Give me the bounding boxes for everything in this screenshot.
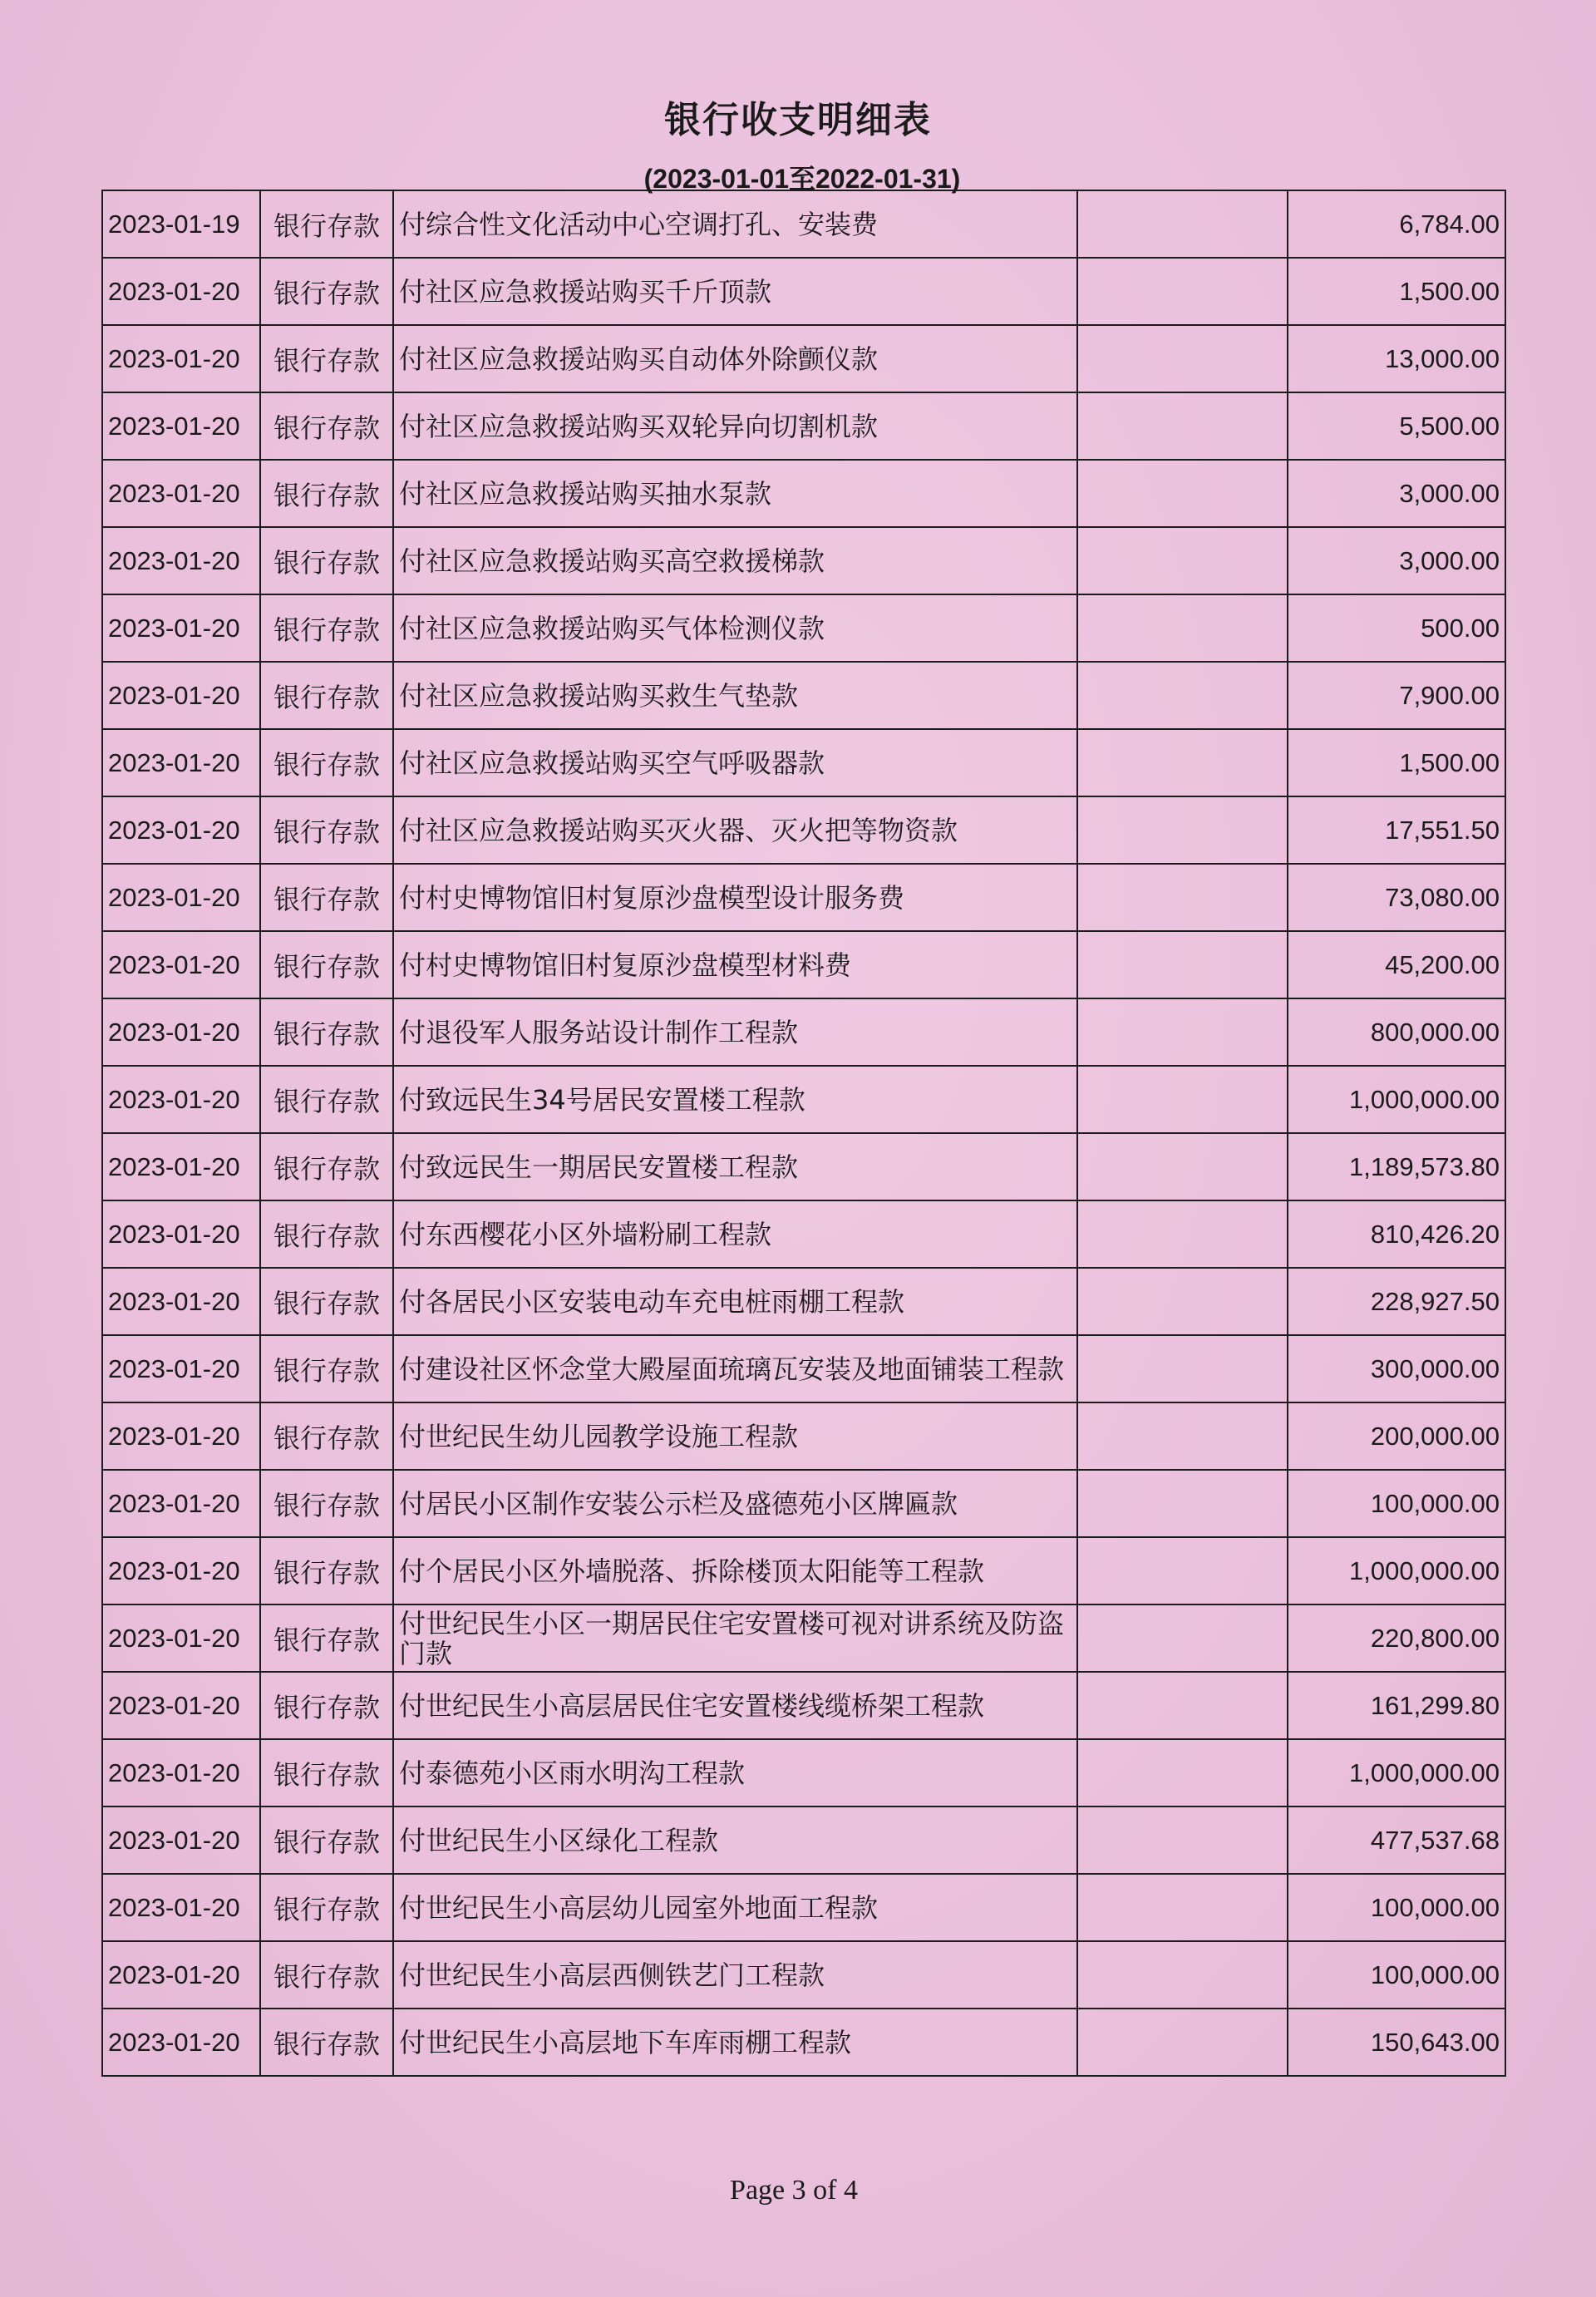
row-date: 2023-01-20 [102, 1739, 260, 1807]
row-description: 付世纪民生小区绿化工程款 [393, 1807, 1077, 1874]
row-empty-cell [1077, 392, 1288, 460]
table-row [102, 258, 1505, 325]
row-amount: 45,200.00 [1288, 931, 1505, 998]
document-title: 银行收支明细表 [664, 99, 932, 141]
row-description: 付个居民小区外墙脱落、拆除楼顶太阳能等工程款 [393, 1537, 1077, 1604]
row-account: 银行存款 [260, 1807, 393, 1874]
table-row [102, 325, 1505, 392]
row-empty-cell [1077, 527, 1288, 594]
row-date: 2023-01-20 [102, 1807, 260, 1874]
row-description: 付居民小区制作安装公示栏及盛德苑小区牌匾款 [393, 1470, 1077, 1537]
row-empty-cell [1077, 1537, 1288, 1604]
row-date: 2023-01-20 [102, 864, 260, 931]
ledger-body [102, 190, 1505, 2076]
table-row [102, 1066, 1505, 1133]
row-description: 付世纪民生小高层幼儿园室外地面工程款 [393, 1874, 1077, 1941]
row-description: 付社区应急救援站购买千斤顶款 [393, 258, 1077, 325]
row-description: 付社区应急救援站购买空气呼吸器款 [393, 729, 1077, 796]
row-amount: 100,000.00 [1288, 1470, 1505, 1537]
row-date: 2023-01-20 [102, 796, 260, 864]
row-amount: 100,000.00 [1288, 1941, 1505, 2009]
row-amount: 13,000.00 [1288, 325, 1505, 392]
table-row [102, 1335, 1505, 1402]
table-row [102, 729, 1505, 796]
row-account: 银行存款 [260, 1470, 393, 1537]
table-row [102, 998, 1505, 1066]
table-row [102, 1739, 1505, 1807]
row-account: 银行存款 [260, 1402, 393, 1470]
row-account: 银行存款 [260, 1066, 393, 1133]
row-account: 银行存款 [260, 1537, 393, 1604]
table-row [102, 1268, 1505, 1335]
row-account: 银行存款 [260, 190, 393, 258]
row-date: 2023-01-20 [102, 1268, 260, 1335]
row-account: 银行存款 [260, 2009, 393, 2076]
row-empty-cell [1077, 460, 1288, 527]
table-row [102, 1133, 1505, 1200]
row-description: 付村史博物馆旧村复原沙盘模型材料费 [393, 931, 1077, 998]
row-account: 银行存款 [260, 1874, 393, 1941]
row-description: 付世纪民生小高层居民住宅安置楼线缆桥架工程款 [393, 1672, 1077, 1739]
row-account: 银行存款 [260, 1133, 393, 1200]
table-row [102, 2009, 1505, 2076]
row-date: 2023-01-20 [102, 258, 260, 325]
row-account: 银行存款 [260, 1941, 393, 2009]
row-account: 银行存款 [260, 325, 393, 392]
row-description: 付社区应急救援站购买灭火器、灭火把等物资款 [393, 796, 1077, 864]
row-date: 2023-01-20 [102, 594, 260, 662]
row-empty-cell [1077, 1941, 1288, 2009]
row-date: 2023-01-20 [102, 1133, 260, 1200]
row-date: 2023-01-20 [102, 1537, 260, 1604]
row-account: 银行存款 [260, 392, 393, 460]
table-row [102, 1604, 1505, 1672]
row-account: 银行存款 [260, 1604, 393, 1672]
row-empty-cell [1077, 1874, 1288, 1941]
row-description: 付东西樱花小区外墙粉刷工程款 [393, 1200, 1077, 1268]
table-row [102, 594, 1505, 662]
row-description: 付世纪民生小高层地下车库雨棚工程款 [393, 2009, 1077, 2076]
table-row [102, 1402, 1505, 1470]
row-account: 银行存款 [260, 258, 393, 325]
row-description: 付综合性文化活动中心空调打孔、安装费 [393, 190, 1077, 258]
row-account: 银行存款 [260, 662, 393, 729]
row-description: 付社区应急救援站购买抽水泵款 [393, 460, 1077, 527]
row-empty-cell [1077, 1672, 1288, 1739]
row-date: 2023-01-19 [102, 190, 260, 258]
table-row [102, 1470, 1505, 1537]
row-description: 付致远民生34号居民安置楼工程款 [393, 1066, 1077, 1133]
table-row [102, 796, 1505, 864]
document-period: (2023-01-01至2022-01-31) [643, 164, 961, 194]
row-amount: 17,551.50 [1288, 796, 1505, 864]
table-row [102, 190, 1505, 258]
table-row [102, 392, 1505, 460]
row-account: 银行存款 [260, 864, 393, 931]
row-amount: 3,000.00 [1288, 527, 1505, 594]
row-description: 付村史博物馆旧村复原沙盘模型设计服务费 [393, 864, 1077, 931]
row-date: 2023-01-20 [102, 460, 260, 527]
row-description: 付社区应急救援站购买救生气垫款 [393, 662, 1077, 729]
row-account: 银行存款 [260, 594, 393, 662]
row-empty-cell [1077, 729, 1288, 796]
row-amount: 228,927.50 [1288, 1268, 1505, 1335]
table-row [102, 1537, 1505, 1604]
row-amount: 7,900.00 [1288, 662, 1505, 729]
row-account: 银行存款 [260, 527, 393, 594]
row-date: 2023-01-20 [102, 2009, 260, 2076]
row-account: 银行存款 [260, 796, 393, 864]
row-description: 付各居民小区安装电动车充电桩雨棚工程款 [393, 1268, 1077, 1335]
row-account: 银行存款 [260, 729, 393, 796]
row-date: 2023-01-20 [102, 1470, 260, 1537]
row-empty-cell [1077, 931, 1288, 998]
row-empty-cell [1077, 1335, 1288, 1402]
row-empty-cell [1077, 258, 1288, 325]
row-amount: 161,299.80 [1288, 1672, 1505, 1739]
row-date: 2023-01-20 [102, 1604, 260, 1672]
row-amount: 5,500.00 [1288, 392, 1505, 460]
row-description: 付退役军人服务站设计制作工程款 [393, 998, 1077, 1066]
table-row [102, 931, 1505, 998]
row-amount: 1,000,000.00 [1288, 1066, 1505, 1133]
row-account: 银行存款 [260, 931, 393, 998]
row-date: 2023-01-20 [102, 1874, 260, 1941]
row-amount: 220,800.00 [1288, 1604, 1505, 1672]
row-amount: 1,189,573.80 [1288, 1133, 1505, 1200]
row-empty-cell [1077, 1200, 1288, 1268]
row-date: 2023-01-20 [102, 662, 260, 729]
row-description: 付世纪民生小区一期居民住宅安置楼可视对讲系统及防盗门款 [393, 1604, 1077, 1672]
ledger-table [101, 190, 1506, 2077]
row-amount: 3,000.00 [1288, 460, 1505, 527]
row-account: 银行存款 [260, 998, 393, 1066]
table-row [102, 1941, 1505, 2009]
row-date: 2023-01-20 [102, 527, 260, 594]
row-date: 2023-01-20 [102, 998, 260, 1066]
row-description: 付社区应急救援站购买高空救援梯款 [393, 527, 1077, 594]
row-amount: 1,500.00 [1288, 258, 1505, 325]
table-row [102, 1200, 1505, 1268]
row-amount: 1,500.00 [1288, 729, 1505, 796]
row-description: 付世纪民生幼儿园教学设施工程款 [393, 1402, 1077, 1470]
row-empty-cell [1077, 1739, 1288, 1807]
table-row [102, 1807, 1505, 1874]
row-date: 2023-01-20 [102, 931, 260, 998]
row-account: 银行存款 [260, 1200, 393, 1268]
row-description: 付泰德苑小区雨水明沟工程款 [393, 1739, 1077, 1807]
row-description: 付建设社区怀念堂大殿屋面琉璃瓦安装及地面铺装工程款 [393, 1335, 1077, 1402]
row-date: 2023-01-20 [102, 729, 260, 796]
row-date: 2023-01-20 [102, 1672, 260, 1739]
row-account: 银行存款 [260, 1739, 393, 1807]
row-empty-cell [1077, 594, 1288, 662]
row-empty-cell [1077, 1470, 1288, 1537]
row-amount: 200,000.00 [1288, 1402, 1505, 1470]
row-empty-cell [1077, 1402, 1288, 1470]
row-amount: 73,080.00 [1288, 864, 1505, 931]
table-row [102, 1672, 1505, 1739]
row-empty-cell [1077, 998, 1288, 1066]
row-empty-cell [1077, 864, 1288, 931]
row-date: 2023-01-20 [102, 1335, 260, 1402]
row-empty-cell [1077, 1133, 1288, 1200]
row-date: 2023-01-20 [102, 392, 260, 460]
row-amount: 300,000.00 [1288, 1335, 1505, 1402]
row-date: 2023-01-20 [102, 1200, 260, 1268]
row-empty-cell [1077, 662, 1288, 729]
row-account: 银行存款 [260, 1672, 393, 1739]
table-row [102, 864, 1505, 931]
row-amount: 500.00 [1288, 594, 1505, 662]
row-amount: 100,000.00 [1288, 1874, 1505, 1941]
table-row [102, 527, 1505, 594]
row-amount: 800,000.00 [1288, 998, 1505, 1066]
row-amount: 1,000,000.00 [1288, 1537, 1505, 1604]
row-description: 付社区应急救援站购买气体检测仪款 [393, 594, 1077, 662]
row-empty-cell [1077, 2009, 1288, 2076]
row-description: 付致远民生一期居民安置楼工程款 [393, 1133, 1077, 1200]
row-empty-cell [1077, 1268, 1288, 1335]
table-row [102, 1874, 1505, 1941]
row-empty-cell [1077, 1807, 1288, 1874]
row-empty-cell [1077, 1604, 1288, 1672]
row-description: 付世纪民生小高层西侧铁艺门工程款 [393, 1941, 1077, 2009]
row-amount: 6,784.00 [1288, 190, 1505, 258]
row-empty-cell [1077, 796, 1288, 864]
table-row [102, 460, 1505, 527]
row-account: 银行存款 [260, 1268, 393, 1335]
row-amount: 150,643.00 [1288, 2009, 1505, 2076]
row-date: 2023-01-20 [102, 1941, 260, 2009]
row-account: 银行存款 [260, 460, 393, 527]
row-description: 付社区应急救援站购买双轮异向切割机款 [393, 392, 1077, 460]
row-account: 银行存款 [260, 1335, 393, 1402]
table-row [102, 662, 1505, 729]
row-date: 2023-01-20 [102, 325, 260, 392]
row-empty-cell [1077, 190, 1288, 258]
row-empty-cell [1077, 325, 1288, 392]
row-date: 2023-01-20 [102, 1402, 260, 1470]
row-date: 2023-01-20 [102, 1066, 260, 1133]
row-amount: 1,000,000.00 [1288, 1739, 1505, 1807]
page-number: Page 3 of 4 [730, 2175, 858, 2206]
row-description: 付社区应急救援站购买自动体外除颤仪款 [393, 325, 1077, 392]
row-amount: 477,537.68 [1288, 1807, 1505, 1874]
row-empty-cell [1077, 1066, 1288, 1133]
row-amount: 810,426.20 [1288, 1200, 1505, 1268]
